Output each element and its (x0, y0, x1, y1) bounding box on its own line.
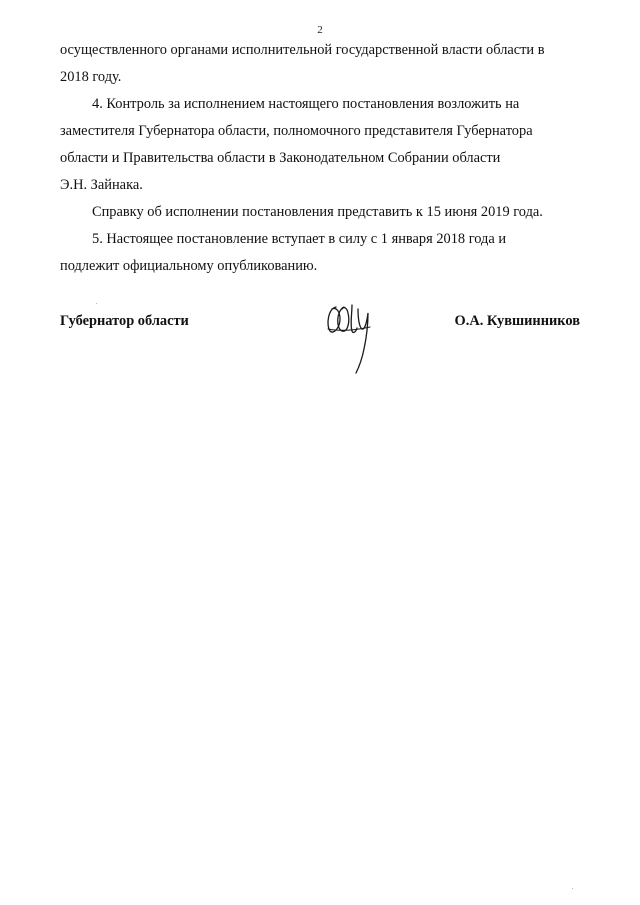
paragraph-1-line-1: осуществленного органами исполнительной государственной власти области в (60, 42, 545, 58)
paragraph-4-line-1: 4. Контроль за исполнением настоящего постановления возложить на (92, 96, 520, 112)
handwritten-signature (322, 301, 382, 377)
scan-speck (96, 303, 97, 304)
paragraph-5-line-2: подлежит официальному опубликованию. (60, 258, 318, 274)
paragraph-4-line-4: Э.Н. Зайнака. (60, 177, 143, 193)
paragraph-5-line-1: 5. Настоящее постановление вступает в силу с 1 января 2018 года и (92, 231, 507, 247)
scan-speck (572, 888, 573, 889)
report-paragraph: Справку об исполнении постановления представить к 15 июня 2019 года. (92, 204, 543, 220)
signature-block (60, 313, 580, 383)
paragraph-1-line-2: 2018 году. (60, 69, 122, 85)
document-body (60, 37, 578, 280)
signatory-title: Губернатор области (60, 313, 189, 329)
page-number: 2 (317, 24, 323, 36)
paragraph-4-line-2: заместителя Губернатора области, полномочного представителя Губернатора (60, 123, 533, 139)
signatory-name: О.А. Кувшинников (454, 313, 580, 329)
paragraph-4-line-3: области и Правительства области в Законодательном Собрании области (60, 150, 501, 166)
